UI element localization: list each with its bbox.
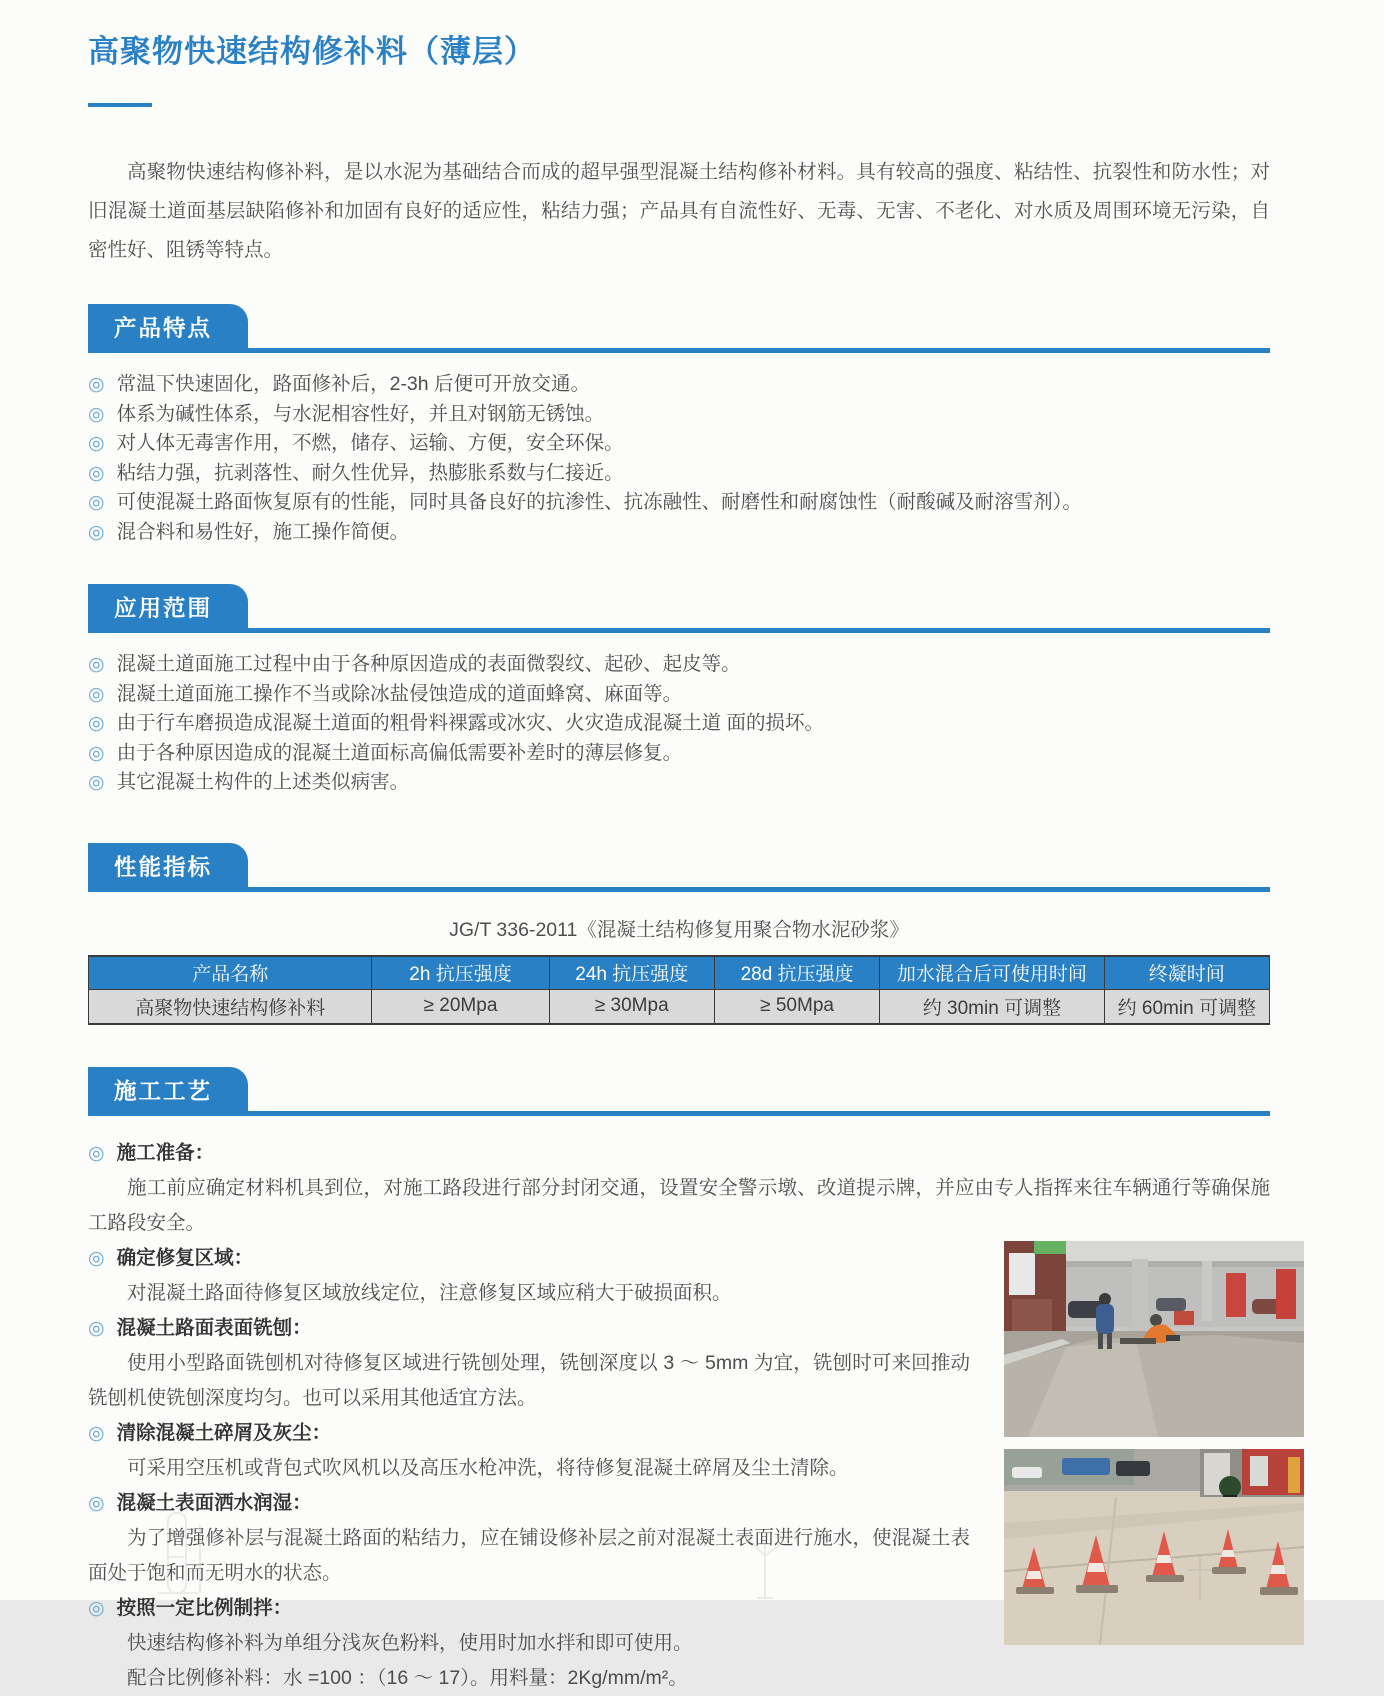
faint-tower-sketch [140,1505,230,1600]
col-header: 终凝时间 [1104,956,1269,990]
circle-bullet-icon: ◎ [88,492,105,513]
table-cell: ≥ 50Mpa [714,990,879,1024]
step-paragraph: 为了增强修补层与混凝土路面的粘结力，应在铺设修补层之前对混凝土表面进行施水，使混凝土表面处于饱和而无明水的状态。 [88,1526,970,1584]
circle-bullet-icon: ◎ [88,713,105,734]
list-item [88,518,1270,548]
table-cell: 高聚物快速结构修补料 [89,990,372,1024]
application-text: 其它混凝土构件的上述类似病害。 [116,771,410,793]
circle-bullet-icon: ◎ [88,1492,105,1514]
step-heading-text: 清除混凝土碎屑及灰尘： [116,1421,332,1444]
section-tab-applications: 应用范围 [88,584,248,628]
standard-caption: JG/T 336-2011《混凝土结构修复用聚合物水泥砂浆》 [449,918,909,941]
step-heading-text: 确定修复区域： [116,1246,254,1269]
application-text: 由于行车磨损造成混凝土道面的粗骨料裸露或冰灾、火灾造成混凝土道 面的损坏。 [116,712,825,734]
step-paragraph: 可采用空压机或背包式吹风机以及高压水枪冲洗，将待修复混凝土碎屑及尘土清除。 [127,1456,849,1479]
circle-bullet-icon: ◎ [88,654,105,675]
table-cell: 约 60min 可调整 [1104,990,1269,1024]
step-heading [88,1311,970,1346]
circle-bullet-icon: ◎ [88,374,105,395]
section-tab-process: 施工工艺 [88,1067,248,1111]
col-header: 产品名称 [89,956,372,990]
title-underline [88,103,152,107]
application-text: 混凝土道面施工过程中由于各种原因造成的表面微裂纹、起砂、起皮等。 [116,653,741,675]
step-heading-text: 混凝土路面表面铣刨： [116,1316,312,1339]
circle-bullet-icon: ◎ [88,772,105,793]
table-cell: ≥ 20Mpa [372,990,549,1024]
list-item [88,680,1270,710]
list-item [88,650,1270,680]
list-item [88,768,1270,798]
applications-list [88,650,1270,798]
feature-text: 粘结力强，抗剥落性、耐久性优异，热膨胀系数与仁接近。 [116,461,624,484]
photo-column [1004,1241,1304,1645]
intro-paragraph: 高聚物快速结构修补料，是以水泥为基础结合而成的超早强型混凝土结构修补材料。具有较高的强度、粘结性、抗裂性和防水性；对旧混凝土道面基层缺陷修补和加固有良好的适应性，粘结力强；产品具有自流性好、无毒、无害、不老化、对水质及周围环境无污染，自密性好、阻锈等特点。 [88,161,1270,261]
faint-turbine-sketch [735,1530,795,1600]
step-paragraph: 使用小型路面铣刨机对待修复区域进行铣刨处理，铣刨深度以 3 ～ 5mm 为宜，铣刨时可来回推动铣刨机使铣刨深度均匀。也可以采用其他适宜方法。 [88,1351,970,1409]
step-paragraph: 施工前应确定材料机具到位，对施工路段进行部分封闭交通，设置安全警示墩、改道提示牌，并应由专人指挥来往车辆通行等确保施工路段安全。 [88,1176,1270,1234]
circle-bullet-icon: ◎ [88,742,105,764]
section-header-process [88,1067,1270,1116]
section-tab-performance: 性能指标 [88,843,248,887]
col-header: 2h 抗压强度 [372,956,549,990]
table-header-row [89,956,1270,990]
step-heading-text: 按照一定比例制拌： [116,1596,293,1619]
circle-bullet-icon: ◎ [88,433,105,454]
feature-text: 混合料和易性好，施工操作简便。 [116,520,410,543]
circle-bullet-icon: ◎ [88,1142,105,1164]
circle-bullet-icon: ◎ [88,1422,105,1444]
pavement-repair-worksite-photo [1004,1241,1304,1437]
section-header-features [88,304,1270,353]
section-header-performance [88,843,1270,892]
performance-table [88,955,1270,1025]
col-header: 28d 抗压强度 [714,956,879,990]
faint-pole-sketch [1180,1556,1220,1600]
application-text: 由于各种原因造成的混凝土道面标高偏低需要补差时的薄层修复。 [116,741,683,764]
feature-text: 对人体无毒害作用，不燃，储存、运输、方便，安全环保。 [116,432,624,454]
section-header-applications [88,584,1270,633]
circle-bullet-icon: ◎ [88,1247,105,1269]
step-paragraph: 快速结构修补料为单组分浅灰色粉料，使用时加水拌和即可使用。 [127,1631,693,1654]
list-item [88,709,1270,739]
page-content [88,0,1270,1696]
features-list [88,370,1270,547]
list-item [88,429,1270,459]
feature-text: 可使混凝土路面恢复原有的性能，同时具备良好的抗渗性、抗冻融性、耐磨性和耐腐蚀性（耐酸碱及耐溶雪剂）。 [116,491,1082,513]
list-item [88,459,1270,489]
col-header: 24h 抗压强度 [549,956,714,990]
feature-text: 体系为碱性体系，与水泥相容性好，并且对钢筋无锈蚀。 [116,402,605,425]
circle-bullet-icon: ◎ [88,1317,105,1339]
step-heading-text: 施工准备： [116,1141,215,1164]
page-title: 高聚物快速结构修补料（薄层） [88,34,536,69]
step-heading [88,1241,970,1276]
step-paragraph: 配合比例修补料：水 =100 ：（16 ～ 17）。用料量：2Kg/mm/m²。 [127,1666,688,1689]
circle-bullet-icon: ◎ [88,683,105,705]
application-text: 混凝土道面施工操作不当或除冰盐侵蚀造成的道面蜂窝、麻面等。 [116,682,683,705]
table-cell: 约 30min 可调整 [880,990,1104,1024]
circle-bullet-icon: ◎ [88,403,105,425]
section-tab-features: 产品特点 [88,304,248,348]
circle-bullet-icon: ◎ [88,1597,105,1619]
list-item [88,488,1270,518]
feature-text: 常温下快速固化，路面修补后，2-3h 后便可开放交通。 [116,373,591,395]
traffic-cones-pavement-photo [1004,1449,1304,1645]
list-item [88,370,1270,400]
step-heading [88,1136,1270,1171]
table-cell: ≥ 30Mpa [549,990,714,1024]
step-paragraph: 对混凝土路面待修复区域放线定位，注意修复区域应稍大于破损面积。 [127,1281,732,1304]
list-item [88,739,1270,769]
step-heading-text: 混凝土表面洒水润湿： [116,1491,312,1514]
process-steps [88,1136,1270,1696]
circle-bullet-icon: ◎ [88,462,105,484]
table-row [89,990,1270,1024]
circle-bullet-icon: ◎ [88,521,105,543]
step-heading [88,1416,970,1451]
list-item [88,400,1270,430]
col-header: 加水混合后可使用时间 [880,956,1104,990]
